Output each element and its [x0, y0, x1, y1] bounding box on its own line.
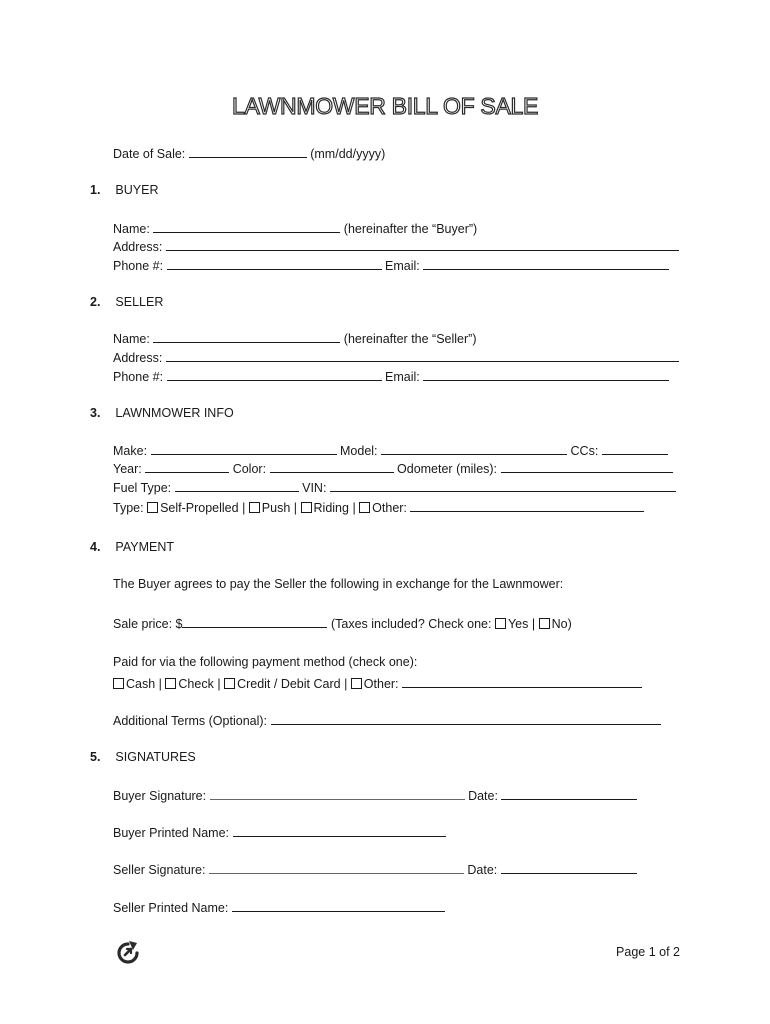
section-title: PAYMENT	[115, 540, 174, 554]
additional-terms-field[interactable]	[271, 713, 661, 725]
payment-method-row	[113, 676, 642, 691]
additional-terms-label: Additional Terms (Optional):	[113, 714, 268, 728]
section-title: LAWNMOWER INFO	[115, 406, 234, 420]
separator: |	[352, 501, 356, 515]
section-number: 4.	[90, 540, 101, 554]
odometer-field[interactable]	[501, 461, 673, 473]
sale-price-label: Sale price: $	[113, 617, 183, 631]
make-field[interactable]	[151, 443, 337, 455]
seller-printed-name-label: Seller Printed Name:	[113, 901, 229, 915]
section-title: SELLER	[115, 295, 164, 309]
vin-label: VIN:	[302, 481, 327, 495]
year-color-row	[113, 461, 673, 476]
seller-address-row	[113, 350, 679, 365]
payment-method-intro: Paid for via the following payment method (check one):	[113, 655, 418, 669]
year-field[interactable]	[145, 461, 229, 473]
seller-name-label: Name:	[113, 332, 150, 346]
other-method-label: Other:	[363, 677, 399, 691]
cash-checkbox[interactable]	[113, 678, 124, 689]
seller-signature-label: Seller Signature:	[113, 863, 206, 877]
type-label: Type:	[113, 501, 144, 515]
section-heading-payment	[90, 540, 174, 554]
buyer-name-field[interactable]	[153, 221, 340, 233]
separator: |	[531, 617, 536, 631]
section-title: BUYER	[115, 183, 159, 197]
vin-field[interactable]	[330, 480, 676, 492]
document-title: LAWNMOWER BILL OF SALE	[231, 93, 539, 119]
fuel-type-label: Fuel Type:	[113, 481, 172, 495]
other-method-field[interactable]	[402, 676, 642, 688]
buyer-email-field[interactable]	[423, 258, 669, 270]
buyer-address-row	[113, 239, 679, 254]
buyer-email-label: Email:	[385, 259, 420, 273]
payment-intro: The Buyer agrees to pay the Seller the following in exchange for the Lawnmower:	[113, 577, 564, 591]
other-type-field[interactable]	[410, 500, 644, 512]
buyer-name-note: (hereinafter the “Buyer”)	[343, 222, 478, 236]
seller-signature-row	[113, 862, 637, 877]
buyer-contact-row	[113, 258, 669, 273]
seller-date-field[interactable]	[501, 862, 637, 874]
page-number: Page 1 of 2	[616, 945, 680, 959]
section-number: 3.	[90, 406, 101, 420]
ccs-label: CCs:	[570, 444, 599, 458]
taxes-no-checkbox[interactable]	[539, 618, 550, 629]
seller-address-label: Address:	[113, 351, 163, 365]
date-of-sale-row	[113, 146, 385, 161]
ccs-field[interactable]	[602, 443, 668, 455]
self-propelled-label: Self-Propelled	[160, 501, 239, 515]
buyer-phone-field[interactable]	[167, 258, 382, 270]
riding-label: Riding	[313, 501, 349, 515]
buyer-name-label: Name:	[113, 222, 150, 236]
cash-label: Cash	[126, 677, 156, 691]
buyer-name-row	[113, 221, 477, 236]
fuel-type-field[interactable]	[175, 480, 299, 492]
seller-contact-row	[113, 369, 669, 384]
section-heading-buyer	[90, 183, 158, 197]
separator: |	[344, 677, 348, 691]
seller-email-label: Email:	[385, 370, 420, 384]
taxes-yes-label: Yes	[507, 617, 529, 631]
card-label: Credit / Debit Card	[237, 677, 341, 691]
buyer-signature-field[interactable]	[210, 788, 465, 800]
riding-checkbox[interactable]	[301, 502, 312, 513]
section-heading-signatures	[90, 750, 196, 764]
separator: |	[217, 677, 221, 691]
buyer-address-field[interactable]	[166, 239, 679, 251]
separator: |	[242, 501, 246, 515]
color-label: Color:	[232, 462, 267, 476]
make-model-row	[113, 443, 668, 458]
sale-price-field[interactable]	[182, 616, 327, 628]
seller-name-field[interactable]	[153, 331, 340, 343]
seller-name-row	[113, 331, 477, 346]
other-type-label: Other:	[372, 501, 407, 515]
buyer-printed-name-label: Buyer Printed Name:	[113, 826, 230, 840]
date-format-hint: (mm/dd/yyyy)	[310, 147, 386, 161]
taxes-yes-checkbox[interactable]	[495, 618, 506, 629]
seller-address-field[interactable]	[166, 350, 679, 362]
card-checkbox[interactable]	[224, 678, 235, 689]
model-label: Model:	[340, 444, 378, 458]
odometer-label: Odometer (miles):	[397, 462, 498, 476]
buyer-printed-name-field[interactable]	[233, 825, 446, 837]
taxes-no-label: No)	[551, 617, 572, 631]
date-of-sale-field[interactable]	[189, 146, 307, 158]
section-number: 1.	[90, 183, 101, 197]
model-field[interactable]	[381, 443, 567, 455]
buyer-signature-label: Buyer Signature:	[113, 789, 207, 803]
separator: |	[158, 677, 162, 691]
seller-phone-label: Phone #:	[113, 370, 164, 384]
seller-name-note: (hereinafter the “Seller”)	[343, 332, 477, 346]
refresh-arrow-logo-icon	[116, 940, 140, 966]
check-checkbox[interactable]	[165, 678, 176, 689]
seller-phone-field[interactable]	[167, 369, 382, 381]
buyer-printed-name-row	[113, 825, 446, 840]
seller-printed-name-field[interactable]	[232, 900, 445, 912]
buyer-address-label: Address:	[113, 240, 163, 254]
separator: |	[293, 501, 298, 515]
buyer-date-label: Date:	[468, 789, 498, 803]
taxes-label: (Taxes included? Check one:	[330, 617, 492, 631]
color-field[interactable]	[270, 461, 394, 473]
seller-signature-field[interactable]	[209, 862, 464, 874]
buyer-phone-label: Phone #:	[113, 259, 164, 273]
sale-price-row	[113, 616, 572, 631]
seller-date-label: Date:	[467, 863, 498, 877]
year-label: Year:	[113, 462, 142, 476]
section-heading-seller	[90, 295, 163, 309]
push-label: Push	[261, 501, 291, 515]
seller-email-field[interactable]	[423, 369, 669, 381]
other-method-checkbox[interactable]	[351, 678, 362, 689]
section-number: 2.	[90, 295, 101, 309]
additional-terms-row	[113, 713, 661, 728]
buyer-date-field[interactable]	[501, 788, 637, 800]
other-type-checkbox[interactable]	[359, 502, 370, 513]
make-label: Make:	[113, 444, 148, 458]
date-of-sale-label: Date of Sale:	[113, 147, 186, 161]
fuel-vin-row	[113, 480, 676, 495]
buyer-signature-row	[113, 788, 637, 803]
push-checkbox[interactable]	[249, 502, 260, 513]
section-number: 5.	[90, 750, 101, 764]
section-heading-info	[90, 406, 234, 420]
type-row	[113, 500, 644, 515]
seller-printed-name-row	[113, 900, 445, 915]
check-label: Check	[178, 677, 214, 691]
self-propelled-checkbox[interactable]	[147, 502, 158, 513]
section-title: SIGNATURES	[115, 750, 196, 764]
